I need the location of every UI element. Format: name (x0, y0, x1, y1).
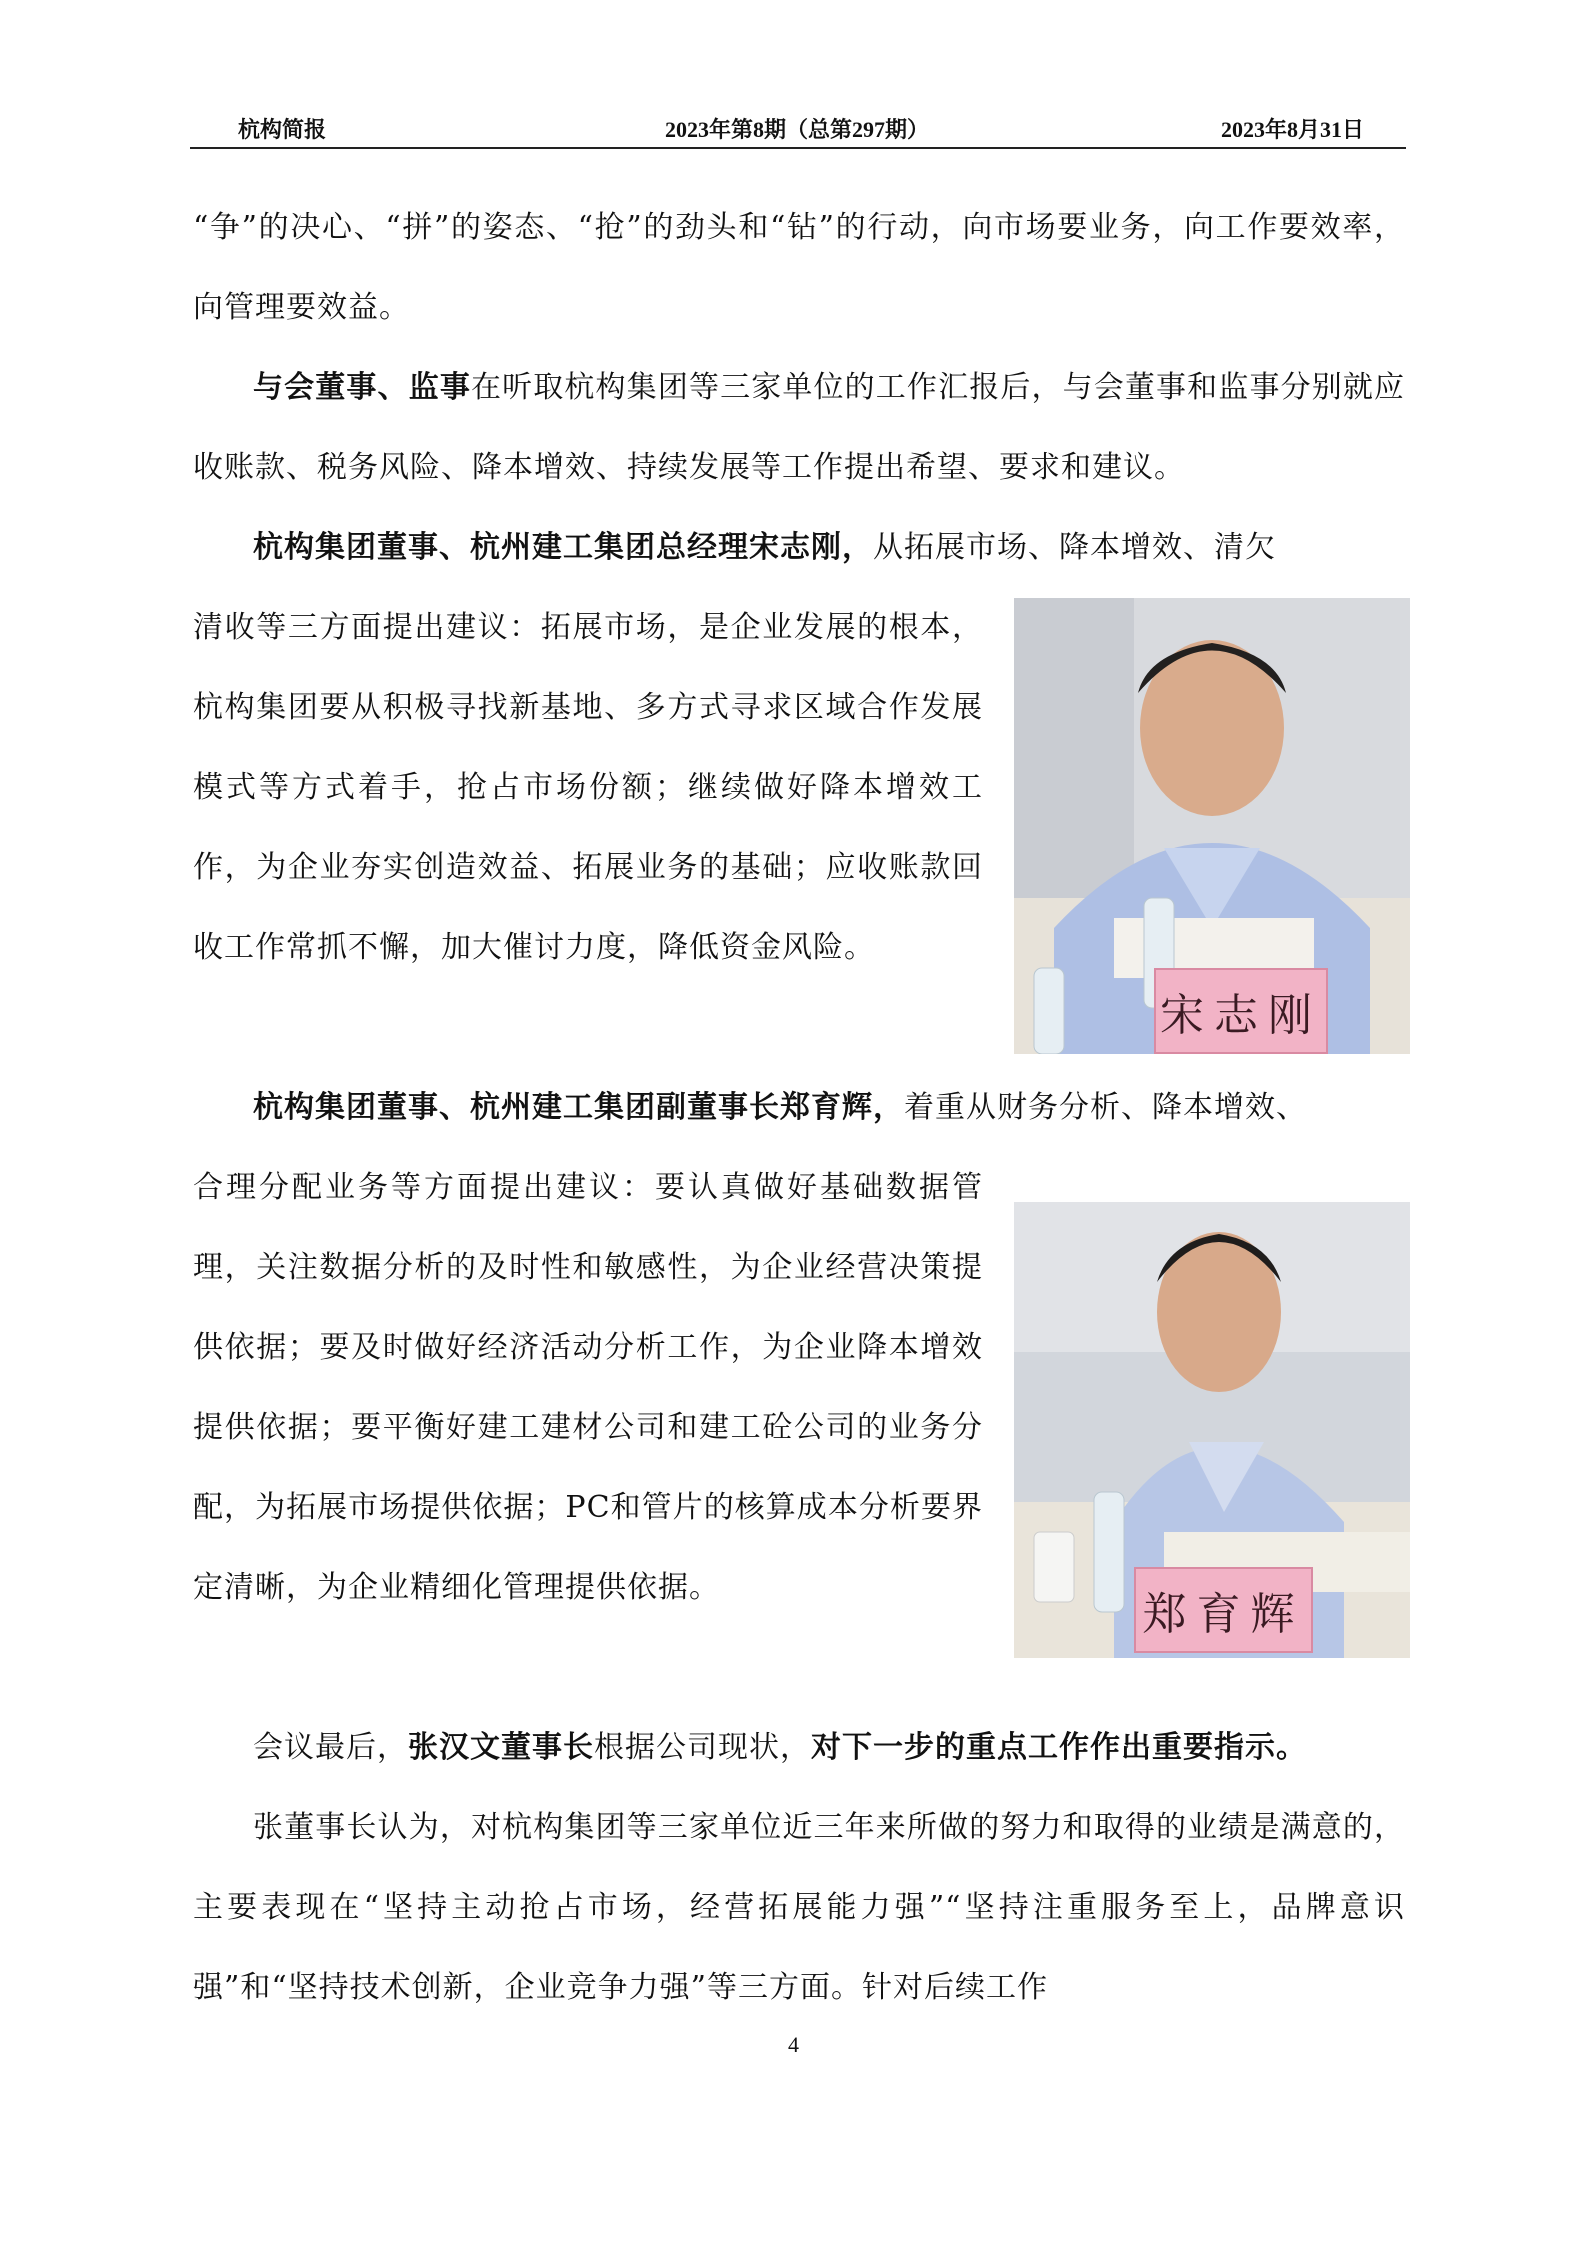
nameplate-text: 郑育辉 (1142, 1589, 1305, 1640)
paragraph-text: 从拓展市场、降本增效、清欠 (873, 530, 1276, 565)
paragraph-text: “争”的决心、“拼”的姿态、“抢”的劲头和“钻”的行动，向市场要业务，向工作要效率，向管理要效益。 (193, 210, 1405, 325)
header-publication: 杭构简报 (238, 117, 327, 142)
paragraph-text: 会议最后， (253, 1730, 408, 1765)
bold-lead: 与会董事、监事 (253, 370, 471, 405)
paragraph-zheng-body (193, 1148, 983, 1628)
page-header (190, 113, 1406, 149)
bold-instruction: 对下一步的重点工作作出重要指示。 (811, 1730, 1307, 1765)
photo-zheng-yuhui (1014, 1202, 1410, 1658)
paragraph-text: 根据公司现状， (594, 1730, 811, 1765)
paragraph-text: 在听取杭构集团等三家单位的工作汇报后，与会董事和监事分别就应收账款、税务风险、降本增效、持续发展等工作提出希望、要求和建议。 (193, 370, 1406, 485)
bold-lead: 杭构集团董事、杭州建工集团总经理宋志刚， (253, 530, 873, 565)
nameplate-text: 宋志刚 (1160, 990, 1322, 1041)
nameplate (1134, 1567, 1313, 1653)
paragraph-zheng-line1 (193, 1068, 1405, 1148)
paragraph-song-line1 (193, 508, 1405, 588)
nameplate (1154, 968, 1328, 1054)
paragraph-directors (193, 348, 1405, 508)
paragraph-chairman (193, 1708, 1405, 1788)
paragraph-chairman-remarks (193, 1788, 1405, 2028)
paragraph-text: 着重从财务分析、降本增效、 (904, 1090, 1307, 1125)
paragraph-intro-continuation (193, 188, 1405, 348)
paragraph-song-body (193, 588, 983, 988)
header-rule (190, 147, 1406, 149)
bold-chairman: 张汉文董事长 (408, 1730, 594, 1765)
page-number: 4 (788, 2032, 799, 2057)
paragraph-text: 张董事长认为，对杭构集团等三家单位近三年来所做的努力和取得的业绩是满意的，主要表现在“坚持主动抢占市场，经营拓展能力强”“坚持注重服务至上，品牌意识强”和“坚持技术创新，企业竞争力强”等三方面。针对后续工作 (193, 1810, 1405, 2005)
header-issue: 2023年第8期（总第297期） (665, 117, 930, 142)
paragraph-text: 清收等三方面提出建议：拓展市场，是企业发展的根本，杭构集团要从积极寻找新基地、多方式寻求区域合作发展模式等方式着手，抢占市场份额；继续做好降本增效工作，为企业夯实创造效益、拓展业务的基础；应收账款回收工作常抓不懈，加大催讨力度，降低资金风险。 (193, 610, 983, 965)
paragraph-text: 合理分配业务等方面提出建议：要认真做好基础数据管理，关注数据分析的及时性和敏感性，为企业经营决策提供依据；要及时做好经济活动分析工作，为企业降本增效提供依据；要平衡好建工建材公司和建工砼公司的业务分配，为拓展市场提供依据；PC和管片的核算成本分析要界定清晰，为企业精细化管理提供依据。 (193, 1170, 983, 1605)
header-date: 2023年8月31日 (1220, 117, 1364, 142)
bold-lead: 杭构集团董事、杭州建工集团副董事长郑育辉， (253, 1090, 904, 1125)
photo-song-zhigang (1014, 598, 1410, 1054)
